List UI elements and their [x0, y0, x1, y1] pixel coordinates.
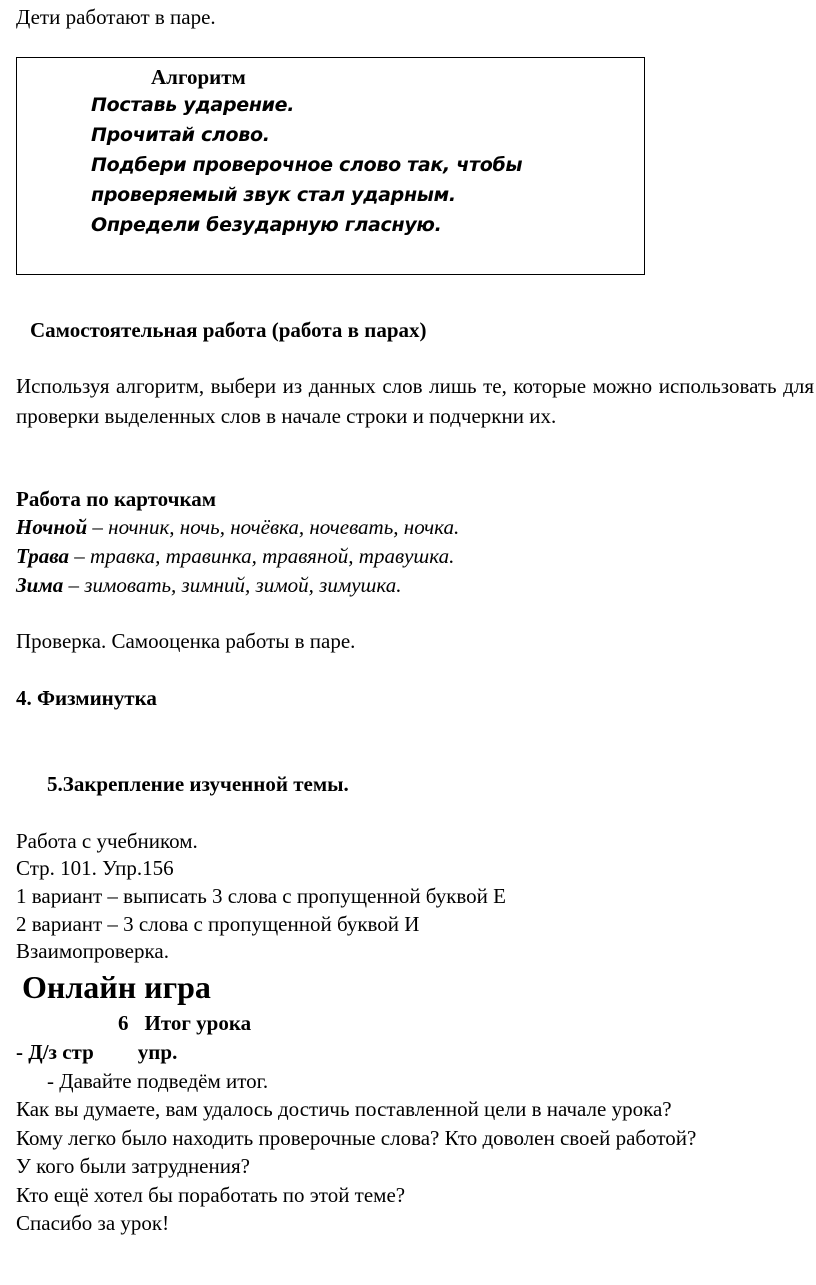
cards-heading: Работа по карточкам	[16, 487, 217, 511]
card-row-word: Зима	[16, 573, 64, 597]
summary-line-5: Кто ещё хотел бы поработать по этой теме?	[16, 1183, 406, 1207]
card-row-rest: – ночник, ночь, ночёвка, ночевать, ночка.	[87, 515, 460, 539]
summary-number: 6	[118, 1011, 129, 1035]
card-row-rest: – травка, травинка, травяной, травушка.	[69, 544, 455, 568]
card-row-2	[16, 541, 454, 571]
algorithm-step-1: Поставь ударение.	[91, 94, 295, 116]
card-row-rest: – зимовать, зимний, зимой, зимушка.	[63, 573, 402, 597]
textbook-line-4: 2 вариант – 3 слова с пропущенной буквой И	[16, 912, 420, 936]
card-row-1	[16, 512, 459, 542]
section-5-heading: 5.Закрепление изученной темы.	[47, 772, 349, 796]
algorithm-step-5: Определи безударную гласную.	[91, 214, 442, 236]
summary-heading	[118, 1008, 251, 1038]
online-game-title: Онлайн игра	[22, 969, 211, 1005]
textbook-line-3: 1 вариант – выписать 3 слова с пропущенной буквой Е	[16, 884, 506, 908]
summary-line-4: У кого были затруднения?	[16, 1154, 250, 1178]
homework-prefix: - Д/з стр	[16, 1040, 94, 1064]
check-text: Проверка. Самооценка работы в паре.	[16, 629, 356, 653]
summary-line-1: - Давайте подведём итог.	[47, 1069, 269, 1093]
card-row-3	[16, 570, 401, 600]
algorithm-box	[16, 57, 645, 275]
algorithm-title: Алгоритм	[151, 65, 246, 89]
card-row-word: Ночной	[16, 515, 88, 539]
card-row-word: Трава	[16, 544, 70, 568]
summary-title: Итог урока	[144, 1011, 252, 1035]
homework-line	[16, 1037, 177, 1067]
section-4-heading: 4. Физминутка	[16, 686, 157, 710]
textbook-line-2: Стр. 101. Упр.156	[16, 856, 174, 880]
textbook-line-1: Работа с учебником.	[16, 829, 198, 853]
algorithm-step-4: проверяемый звук стал ударным.	[91, 184, 456, 206]
summary-line-3: Кому легко было находить проверочные слова? Кто доволен своей работой?	[16, 1126, 697, 1150]
intro-text: Дети работают в паре.	[16, 5, 216, 29]
summary-line-2: Как вы думаете, вам удалось достичь поставленной цели в начале урока?	[16, 1097, 672, 1121]
independent-work-instruction: Используя алгоритм, выбери из данных слов лишь те, которые можно использовать для проверки выделенных слов в начале строки и подчеркни их.	[16, 374, 814, 428]
algorithm-step-3: Подбери проверочное слово так, чтобы	[91, 154, 523, 176]
homework-suffix: упр.	[137, 1040, 178, 1064]
textbook-line-5: Взаимопроверка.	[16, 939, 169, 963]
summary-line-6: Спасибо за урок!	[16, 1211, 170, 1235]
independent-work-heading: Самостоятельная работа (работа в парах)	[30, 318, 427, 342]
algorithm-step-2: Прочитай слово.	[91, 124, 270, 146]
